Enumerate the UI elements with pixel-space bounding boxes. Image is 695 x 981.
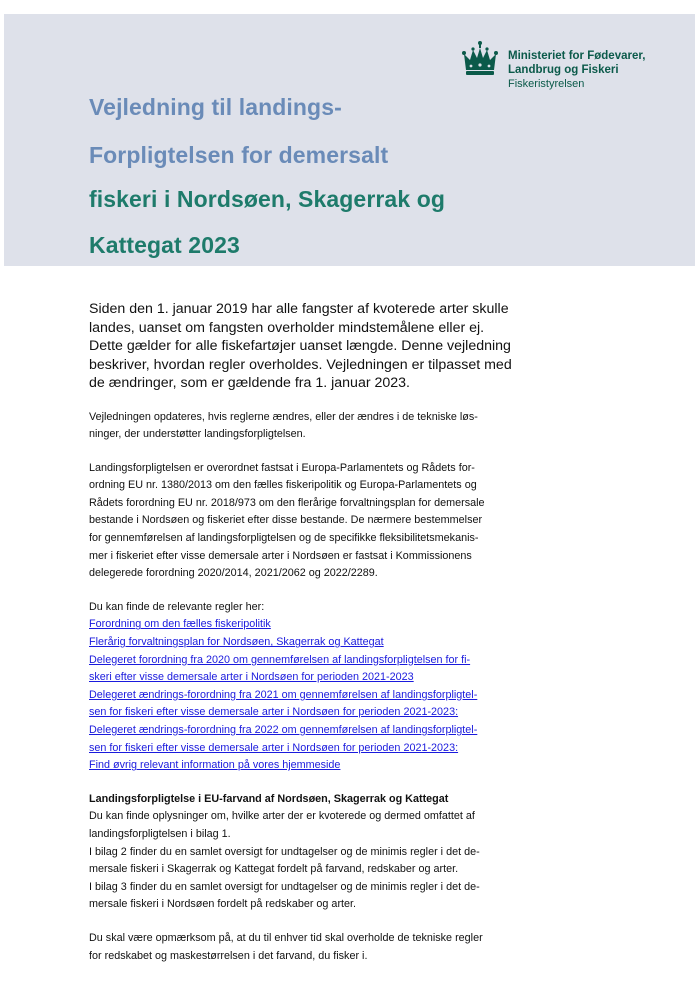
paragraph-line: bestande i Nordsøen og fiskeriet efter disse bestande. De nærmere bestemmelser	[89, 514, 483, 527]
links-heading: Du kan finde de relevante regler her:	[89, 600, 265, 613]
link-delegated-regulation-2020-cont[interactable]: skeri efter visse demersale arter i Nordsøen for perioden 2021-2023	[89, 671, 414, 684]
section-line: I bilag 2 finder du en samlet oversigt for undtagelser og de minimis regler i det de-	[89, 845, 480, 858]
title-line-1: Vejledning til landings-	[89, 94, 342, 120]
intro-paragraph	[89, 300, 512, 393]
paragraph-line: ordning EU nr. 1380/2013 om den fælles fiskeripolitik og Europa-Parlamentets og	[89, 479, 477, 492]
logo-agency-name: Fiskeristyrelsen	[508, 78, 585, 90]
section-line: mersale fiskeri i Nordsøen fordelt på redskaber og arter.	[89, 898, 357, 911]
link-common-fisheries-policy[interactable]: Forordning om den fælles fiskeripolitik	[89, 618, 271, 631]
ministry-logo	[461, 40, 661, 90]
paragraph-line: for gennemførelsen af landingsforpligtelsen og de specifikke fleksibilitetsmekanis-	[89, 532, 479, 545]
section-heading: Landingsforpligtelse i EU-farvand af Nordsøen, Skagerrak og Kattegat	[89, 792, 449, 805]
paragraph-line: mer i fiskeriet efter visse demersale arter i Nordsøen er fastsat i Kommissionens	[89, 549, 472, 562]
section-line: landingsforpligtelsen i bilag 1.	[89, 827, 231, 840]
title-line-4: Kattegat 2023	[89, 232, 240, 258]
intro-line: Siden den 1. januar 2019 har alle fangster af kvoterede arter skulle	[89, 301, 509, 317]
closing-line: for redskabet og maskestørrelsen i det farvand, du fisker i.	[89, 949, 368, 962]
logo-ministry-line2: Landbrug og Fiskeri	[508, 64, 619, 76]
link-delegated-regulation-2020[interactable]: Delegeret forordning fra 2020 om gennemførelsen af landingsforpligtelsen for fi-	[89, 653, 471, 666]
link-website-info[interactable]: Find øvrig relevant information på vores hjemmeside	[89, 759, 341, 772]
paragraph-line: delegerede forordning 2020/2014, 2021/2062 og 2022/2289.	[89, 567, 378, 580]
title-line-2: Forpligtelsen for demersalt	[89, 142, 389, 168]
link-amending-regulation-2022[interactable]: Delegeret ændrings-forordning fra 2022 om gennemførelsen af landingsforpligtel-	[89, 724, 478, 736]
section-line: Du kan finde oplysninger om, hvilke arter der er kvoterede og dermed omfattet af	[89, 810, 475, 823]
paragraph-line: Vejledningen opdateres, hvis reglerne ændres, eller der ændres i de tekniske løs-	[89, 410, 478, 423]
landing-obligation-section	[89, 791, 509, 914]
document-body	[89, 300, 512, 981]
paragraph-line: Landingsforpligtelsen er overordnet fastsat i Europa-Parlamentets og Rådets for-	[89, 461, 475, 474]
intro-line: Dette gælder for alle fiskefartøjer uanset længde. Denne vejledning	[89, 338, 511, 354]
link-amending-regulation-2021-cont[interactable]: sen for fiskeri efter visse demersale arter i Nordsøen for perioden 2021-2023:	[89, 706, 459, 719]
closing-line: Du skal være opmærksom på, at du til enhver tid skal overholde de tekniske regler	[89, 931, 483, 944]
paragraph-line: Rådets forordning EU nr. 2018/973 om den flerårige forvaltningsplan for demersale	[89, 496, 485, 509]
regulation-links	[89, 599, 509, 775]
link-amending-regulation-2021[interactable]: Delegeret ændrings-forordning fra 2021 om gennemførelsen af landingsforpligtel-	[89, 688, 478, 701]
section-line: I bilag 3 finder du en samlet oversigt for undtagelser og de minimis regler i det de-	[89, 880, 480, 893]
crown-icon	[461, 40, 499, 78]
logo-ministry-line1: Ministeriet for Fødevarer,	[508, 50, 646, 62]
title-line-3: fiskeri i Nordsøen, Skagerrak og	[89, 186, 445, 212]
intro-line: beskriver, hvordan regler overholdes. Vejledningen er tilpasset med	[89, 356, 512, 373]
paragraph-line: ninger, der understøtter landingsforpligtelsen.	[89, 428, 306, 441]
update-paragraph	[89, 409, 509, 444]
link-multiannual-plan[interactable]: Flerårig forvaltningsplan for Nordsøen, Skagerrak og Kattegat	[89, 636, 384, 649]
closing-paragraph	[89, 930, 509, 965]
link-amending-regulation-2022-cont[interactable]: sen for fiskeri efter visse demersale arter i Nordsøen for perioden 2021-2023:	[89, 741, 459, 754]
legal-basis-paragraph	[89, 460, 509, 583]
section-line: mersale fiskeri i Skagerrak og Kattegat fordelt på farvand, redskaber og arter.	[89, 863, 459, 876]
intro-line: de ændringer, som er gældende fra 1. januar 2023.	[89, 375, 410, 391]
intro-line: landes, uanset om fangsten overholder mindstemålene eller ej.	[89, 319, 485, 336]
